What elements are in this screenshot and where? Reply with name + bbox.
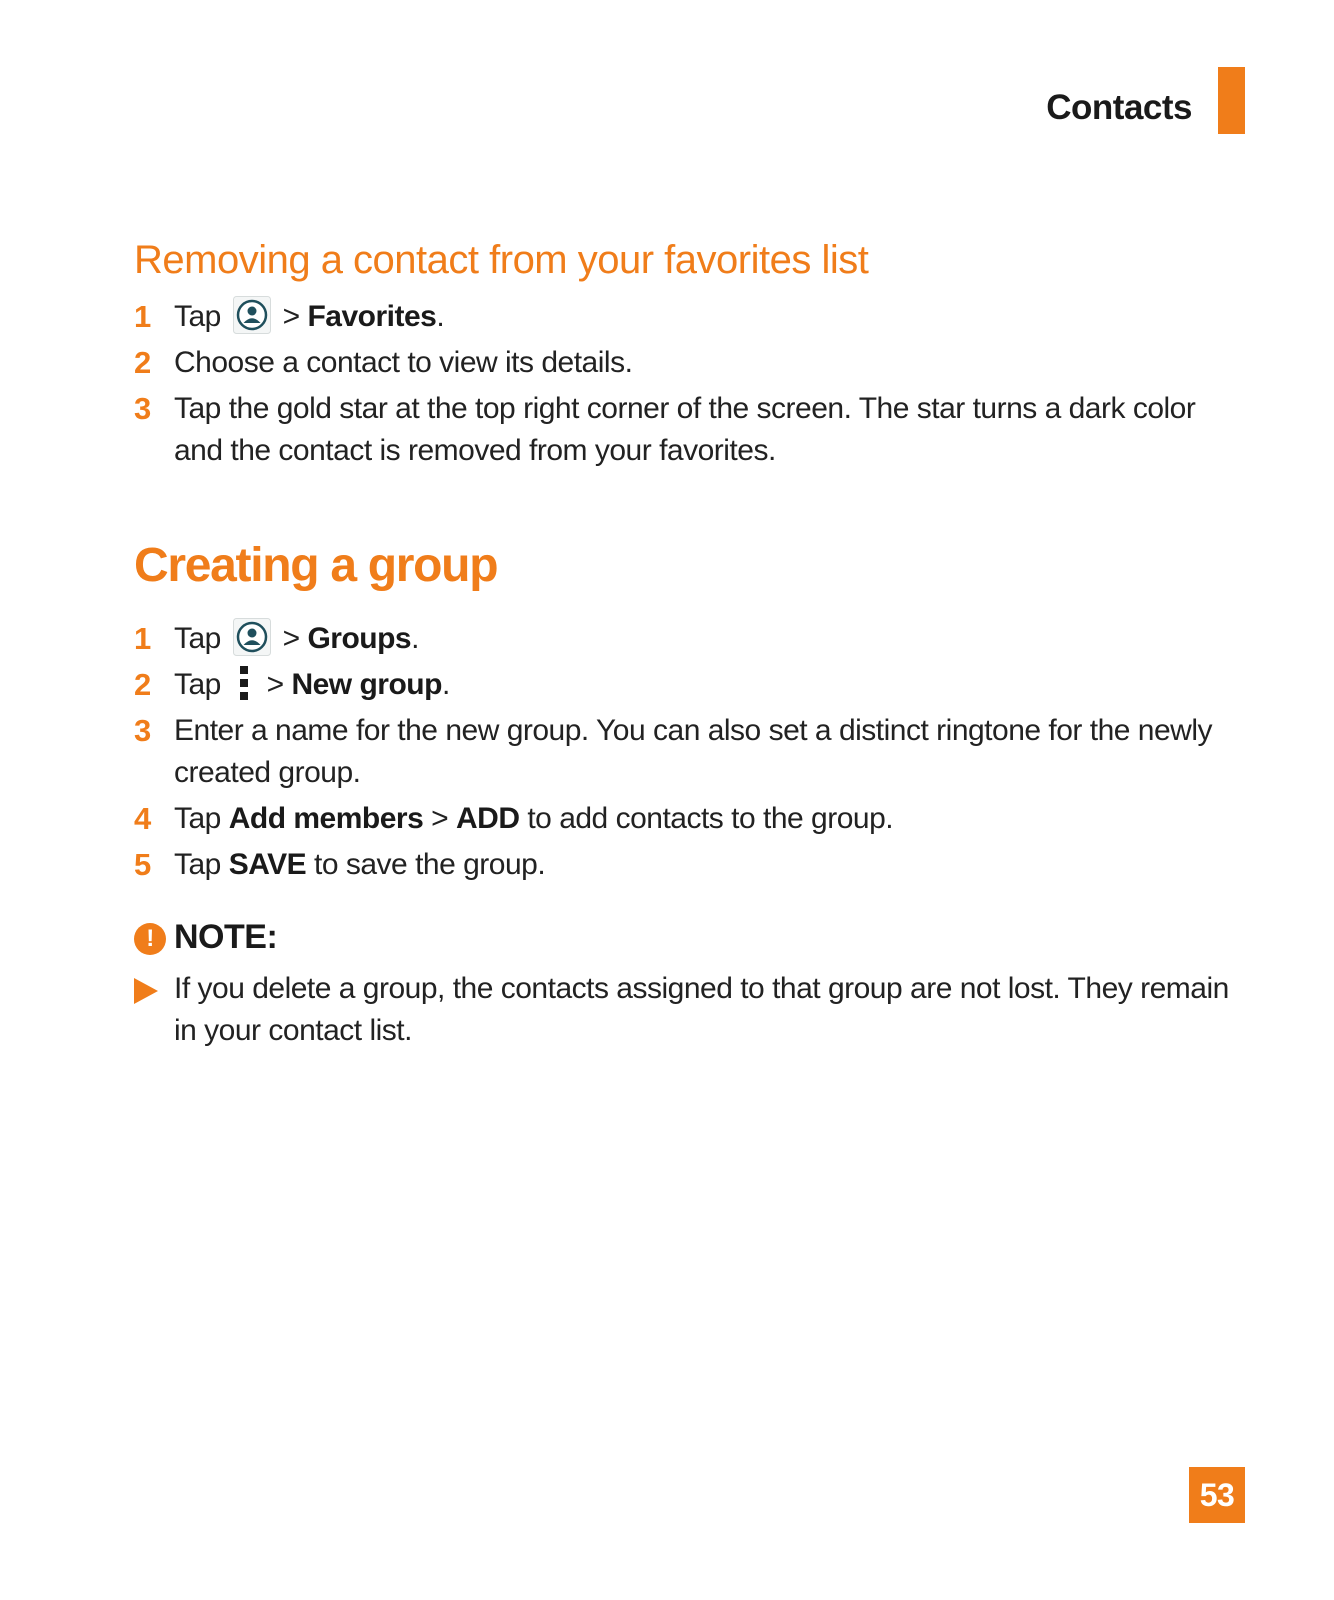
step-item bbox=[134, 618, 1244, 660]
creating-group-steps bbox=[134, 618, 1244, 890]
step-bold-term: SAVE bbox=[228, 848, 307, 881]
page-number: 53 bbox=[1189, 1467, 1245, 1523]
step-text: Choose a contact to view its details. bbox=[174, 346, 633, 379]
step-text: to save the group. bbox=[306, 848, 546, 881]
step-number: 1 bbox=[134, 621, 151, 656]
step-number: 3 bbox=[134, 713, 151, 748]
remove-favorite-steps bbox=[134, 296, 1244, 476]
contacts-icon bbox=[233, 296, 271, 334]
step-text: Tap bbox=[174, 848, 221, 881]
step-bold-term: Favorites bbox=[307, 300, 437, 333]
step-number: 4 bbox=[134, 801, 151, 836]
step-separator: > bbox=[431, 802, 449, 835]
step-number: 5 bbox=[134, 847, 151, 882]
step-item bbox=[134, 342, 1244, 384]
step-bold-term: ADD bbox=[456, 802, 520, 835]
step-number: 1 bbox=[134, 299, 151, 334]
step-text: Enter a name for the new group. You can also set a distinct ringtone for the newly created group. bbox=[174, 714, 1212, 789]
step-punct: . bbox=[436, 300, 445, 333]
step-item bbox=[134, 844, 1244, 886]
step-punct: . bbox=[441, 668, 450, 701]
step-separator: > bbox=[282, 622, 300, 655]
step-bold-term: Groups bbox=[307, 622, 412, 655]
step-separator: > bbox=[282, 300, 300, 333]
step-text: Tap bbox=[174, 622, 221, 655]
step-text: Tap the gold star at the top right corner of the screen. The star turns a dark color and the contact is removed from your favorites. bbox=[174, 392, 1196, 467]
step-separator: > bbox=[266, 668, 284, 701]
contacts-icon bbox=[233, 618, 271, 656]
step-text: Tap bbox=[174, 300, 221, 333]
note-label: NOTE: bbox=[174, 918, 278, 956]
step-item bbox=[134, 664, 1244, 706]
bullet-arrow-icon bbox=[134, 978, 158, 1004]
step-item bbox=[134, 296, 1244, 338]
step-item bbox=[134, 798, 1244, 840]
section-heading-creating-group: Creating a group bbox=[134, 539, 498, 592]
step-number: 2 bbox=[134, 667, 151, 702]
note-text: If you delete a group, the contacts assigned to that group are not lost. They remain in your contact list. bbox=[174, 972, 1229, 1047]
step-bold-term: Add members bbox=[228, 802, 424, 835]
alert-icon: ! bbox=[134, 923, 166, 955]
chapter-accent-bar bbox=[1218, 67, 1245, 134]
step-item bbox=[134, 388, 1244, 472]
subsection-heading-remove-favorite: Removing a contact from your favorites list bbox=[134, 238, 869, 282]
step-text: Tap bbox=[174, 668, 221, 701]
step-number: 3 bbox=[134, 391, 151, 426]
step-punct: . bbox=[411, 622, 419, 655]
step-number: 2 bbox=[134, 345, 151, 380]
step-bold-term: New group bbox=[291, 668, 442, 701]
step-item bbox=[134, 710, 1244, 794]
step-text: Tap bbox=[174, 802, 221, 835]
menu-icon bbox=[235, 664, 253, 702]
note-title bbox=[134, 918, 277, 957]
chapter-title: Contacts bbox=[1046, 88, 1192, 127]
step-text: to add contacts to the group. bbox=[519, 802, 894, 835]
